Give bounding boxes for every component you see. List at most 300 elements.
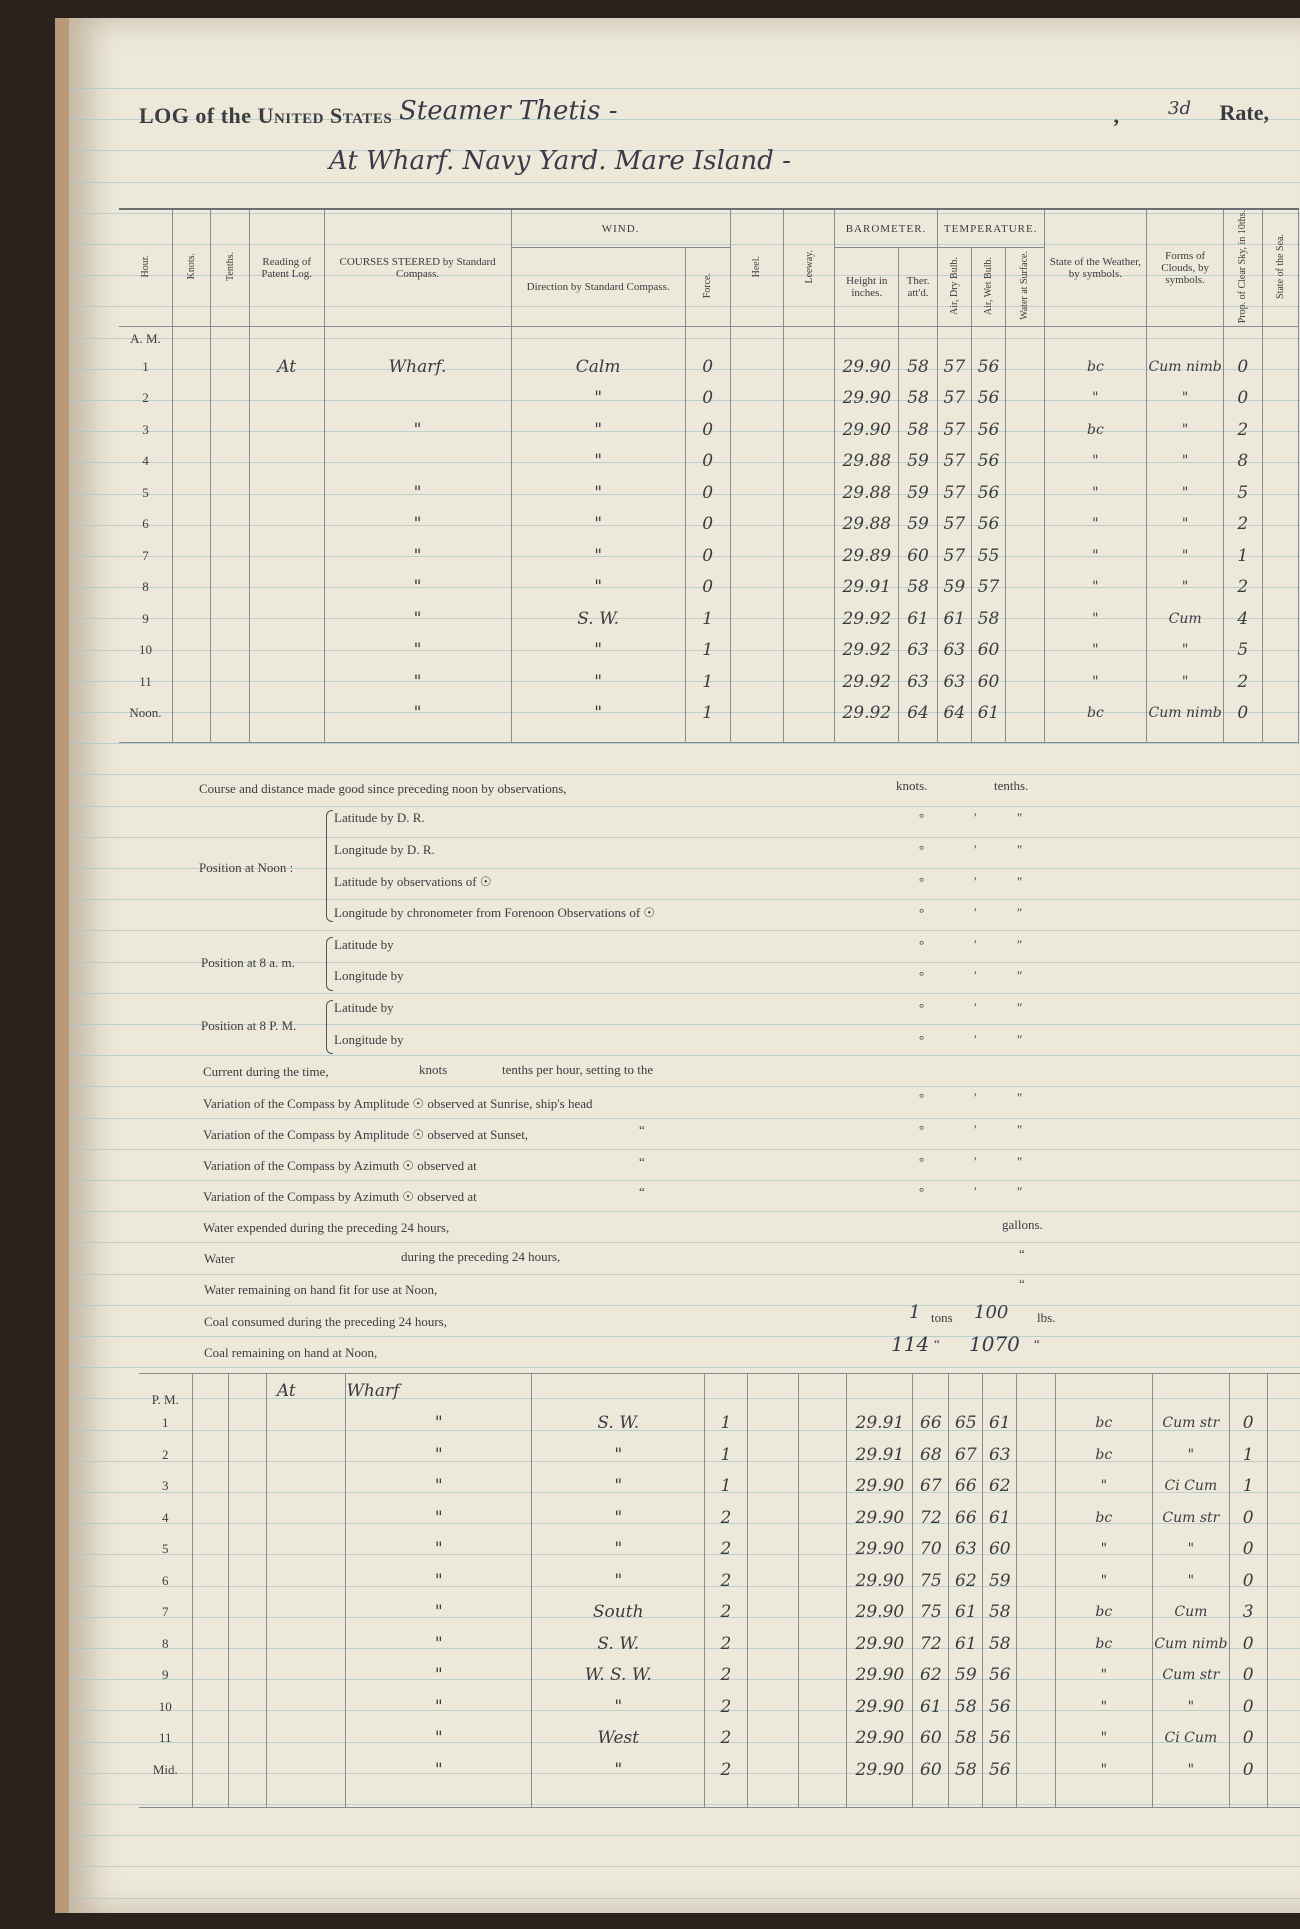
am-dir-cell: " [511,540,685,572]
pm-empty-cell [192,1471,228,1503]
pm-dry-cell: 67 [949,1439,983,1471]
pm-log-at: At [266,1374,346,1408]
pm-dry-cell: 61 [949,1597,983,1629]
pm-wet-cell: 62 [983,1471,1017,1503]
ditto-coal-tons: “ [934,1336,940,1351]
pm-hour-cell: 9 [162,1667,169,1683]
var-az1-min: ′ [974,1154,977,1169]
am-course-cell: " [324,666,511,698]
am-log-cell [249,445,324,477]
lon-chron-sec: ″ [1017,905,1023,920]
pm-hour-cell: Mid. [152,1761,178,1777]
am-empty-cell [730,351,783,383]
ruling-line [69,88,1300,89]
var-az1-deg: ° [919,1154,925,1169]
lat-8am-label: Latitude by [334,937,394,952]
pm-empty-cell [192,1502,228,1534]
pm-hour-cell: 10 [158,1698,172,1714]
am-water-cell [1006,477,1044,509]
pm-empty-cell [192,1628,228,1660]
am-clear-cell: 2 [1224,414,1262,446]
am-clear-cell: 0 [1224,382,1262,414]
pm-ther-cell: 67 [913,1471,949,1503]
current-tenths-label: tenths per hour, setting to the [502,1062,654,1077]
am-clouds-cell: " [1147,477,1224,509]
pm-dir-cell: " [532,1565,705,1597]
am-water-cell [1006,414,1044,446]
ruling-line [69,1180,1300,1181]
coal-remaining-label: Coal remaining on hand at Noon, [204,1345,378,1360]
variation-sunset-label: Variation of the Compass by Amplitude ☉ observed at Sunset, [203,1127,529,1142]
pm-hour-cell: 3 [162,1478,169,1494]
pm-course-wharf: Wharf [346,1374,532,1408]
lat-obs-sec: ″ [1017,874,1023,889]
am-hour-cell: 11 [139,673,152,689]
pm-clear-cell: 1 [1229,1439,1267,1471]
am-dry-cell: 57 [937,445,971,477]
pm-empty-cell [1017,1502,1055,1534]
pm-clouds-cell: Ci Cum [1153,1723,1229,1755]
pm-clouds-cell: Cum str [1153,1660,1229,1692]
pm-empty-cell [266,1723,346,1755]
ruling-line [69,1055,1300,1056]
lat-8pm-sec: ″ [1017,1000,1023,1015]
pm-clouds-cell: " [1153,1534,1229,1566]
am-course-cell: " [324,634,511,666]
pm-empty-cell [266,1408,346,1440]
var-sunrise-min: ′ [974,1090,977,1105]
am-empty-cell [730,445,783,477]
coal-remaining-tons: 114 [891,1332,930,1356]
pm-weather-cell: bc [1055,1597,1153,1629]
ditto-az1: “ [639,1154,645,1169]
am-clouds-cell: Cum nimb [1147,697,1224,729]
pm-empty-cell [228,1565,266,1597]
pm-table-row [139,1691,1300,1723]
am-empty-cell [783,382,834,414]
course-distance-label: Course and distance made good since preceding noon by observations, [199,781,567,796]
pm-empty-cell [192,1660,228,1692]
pm-empty-cell [747,1565,798,1597]
pm-table-row [139,1754,1300,1786]
am-wet-cell: 56 [971,508,1005,540]
ruling-line [69,806,1300,807]
height-header: Height in inches. [835,248,899,327]
pm-clouds-cell: Ci Cum [1153,1471,1229,1503]
am-wet-cell: 56 [971,382,1005,414]
am-bar-cell: 29.90 [835,414,899,446]
pm-ther-cell: 62 [913,1660,949,1692]
sea-state-header: State of the Sea. [1274,234,1286,300]
lat-8am-min: ′ [974,937,977,952]
am-dir-cell: " [511,477,685,509]
am-course-cell [324,445,511,477]
am-empty-cell [211,603,249,635]
pm-empty-cell [747,1628,798,1660]
am-water-cell [1006,540,1044,572]
am-empty-cell [730,477,783,509]
am-water-cell [1006,351,1044,383]
am-hour-cell: 10 [138,642,152,658]
am-ther-cell: 64 [899,697,937,729]
am-bar-cell: 29.89 [835,540,899,572]
am-dry-cell: 57 [937,508,971,540]
am-empty-cell [172,540,210,572]
am-empty-cell [1262,382,1298,414]
am-ther-cell: 58 [899,414,937,446]
pm-empty-cell [1017,1723,1055,1755]
am-course-cell [324,382,511,414]
am-wet-cell: 58 [971,603,1005,635]
lon-chron-deg: ° [919,905,925,920]
am-log-cell [249,508,324,540]
var-az2-sec: ″ [1017,1184,1023,1199]
pm-table-row [139,1597,1300,1629]
am-course-cell: " [324,414,511,446]
am-course-cell: Wharf. [324,351,511,383]
pm-empty-cell [1267,1597,1300,1629]
am-bar-cell: 29.90 [835,382,899,414]
am-clear-cell: 4 [1224,603,1262,635]
lon-dr-min: ′ [974,842,977,857]
current-knots-label: knots [419,1062,448,1077]
pm-empty-cell [747,1660,798,1692]
am-force-cell: 1 [685,603,730,635]
am-dry-cell: 61 [937,603,971,635]
water-remaining-label: Water remaining on hand fit for use at Noon, [204,1282,438,1297]
pm-label: P. M. [151,1391,179,1407]
pm-weather-cell: " [1055,1565,1153,1597]
am-empty-cell [172,508,210,540]
wind-direction-header: Direction by Standard Compass. [511,248,685,327]
pm-dir-cell: " [532,1502,705,1534]
am-empty-cell [172,697,210,729]
ruling-line [69,1118,1300,1119]
am-dry-cell: 57 [937,540,971,572]
pm-force-cell: 2 [705,1754,747,1786]
pm-empty-cell [228,1502,266,1534]
position-8am-label: Position at 8 a. m. [201,955,295,970]
pm-dry-cell: 66 [949,1471,983,1503]
pm-hour-cell: 7 [162,1604,169,1620]
am-log-cell [249,666,324,698]
am-log-cell [249,634,324,666]
am-empty-cell [1262,414,1298,446]
am-empty-cell [1262,540,1298,572]
am-water-cell [1006,571,1044,603]
pm-empty-cell [1267,1628,1300,1660]
pm-empty-cell [1017,1628,1055,1660]
am-ther-cell: 58 [899,351,937,383]
pm-empty-cell [266,1534,346,1566]
pm-empty-cell [747,1471,798,1503]
pm-empty-cell [192,1534,228,1566]
pm-hour-cell: 8 [162,1635,169,1651]
lat-obs-min: ′ [974,874,977,889]
pm-weather-cell: bc [1055,1628,1153,1660]
pm-empty-cell [228,1597,266,1629]
log-label: LOG of the [139,103,252,128]
pm-empty-cell [798,1597,847,1629]
pm-clear-cell: 0 [1229,1565,1267,1597]
am-empty-cell [730,697,783,729]
ruling-line [69,1242,1300,1243]
am-course-cell: " [324,571,511,603]
pm-empty-cell [747,1691,798,1723]
am-table-row [119,603,1299,635]
pm-ther-cell: 60 [913,1723,949,1755]
lon-8am-label: Longitude by [334,968,404,983]
pm-clear-cell: 0 [1229,1723,1267,1755]
am-force-cell: 0 [685,571,730,603]
pm-hour-cell: 6 [162,1572,169,1588]
am-water-cell [1006,508,1044,540]
am-clouds-cell: " [1147,571,1224,603]
latitude-obs-label: Latitude by observations of ☉ [334,874,492,889]
lat-8pm-label: Latitude by [334,1000,394,1015]
pm-dir-cell: South [532,1597,705,1629]
pm-course-cell: " [346,1565,532,1597]
pm-clear-cell: 0 [1229,1754,1267,1786]
am-ther-cell: 58 [899,571,937,603]
am-force-cell: 1 [685,666,730,698]
pm-dry-cell: 58 [949,1723,983,1755]
pm-ther-cell: 75 [913,1565,949,1597]
am-empty-cell [172,351,210,383]
am-weather-cell: " [1044,445,1147,477]
pm-course-cell: " [346,1408,532,1440]
am-ther-cell: 59 [899,477,937,509]
am-weather-cell: bc [1044,414,1147,446]
pm-empty-cell [266,1471,346,1503]
position-8pm-label: Position at 8 P. M. [201,1018,297,1033]
am-force-cell: 0 [685,540,730,572]
pm-wet-cell: 56 [983,1723,1017,1755]
am-dir-cell: " [511,445,685,477]
am-empty-cell [1262,603,1298,635]
pm-course-cell: " [346,1628,532,1660]
pm-table-row [139,1534,1300,1566]
lat-dr-deg: ° [919,810,925,825]
coal-consumed-label: Coal consumed during the preceding 24 hours, [204,1314,447,1329]
lon-8pm-deg: ° [919,1032,925,1047]
pm-course-cell: " [346,1754,532,1786]
pm-clear-cell: 1 [1229,1471,1267,1503]
am-clouds-cell: " [1147,445,1224,477]
am-dir-cell: " [511,508,685,540]
pm-dir-cell: West [532,1723,705,1755]
lat-8am-deg: ° [919,937,925,952]
lat-dr-sec: ″ [1017,810,1023,825]
current-label: Current during the time, [203,1064,329,1079]
lat-dr-min: ′ [974,810,977,825]
var-az2-min: ′ [974,1184,977,1199]
pm-empty-cell [1267,1723,1300,1755]
am-clouds-cell: " [1147,414,1224,446]
am-empty-cell [211,571,249,603]
lbs-label: lbs. [1037,1310,1056,1325]
pm-bar-cell: 29.90 [847,1534,913,1566]
longitude-dr-label: Longitude by D. R. [334,842,435,857]
pm-empty-cell [192,1439,228,1471]
am-hour-cell: 9 [142,610,149,626]
pm-clouds-cell: Cum [1153,1597,1229,1629]
tenths-label: tenths. [994,778,1029,793]
pm-clouds-cell: Cum str [1153,1502,1229,1534]
am-empty-cell [783,634,834,666]
am-empty-cell [783,508,834,540]
am-empty-cell [730,382,783,414]
pm-empty-cell [1267,1502,1300,1534]
pm-course-cell: " [346,1660,532,1692]
pm-weather-cell: bc [1055,1439,1153,1471]
pm-clear-cell: 0 [1229,1628,1267,1660]
pm-empty-cell [1017,1660,1055,1692]
pm-wet-cell: 56 [983,1691,1017,1723]
am-hour-cell: 6 [142,516,149,532]
pm-empty-cell [1017,1439,1055,1471]
rate-label: Rate, [1219,100,1269,125]
ruling-line [69,1898,1300,1899]
water-surface-header: Water at Surface. [1019,251,1031,321]
pm-empty-cell [1267,1565,1300,1597]
pm-dir-cell: " [532,1471,705,1503]
am-bar-cell: 29.88 [835,508,899,540]
pm-empty-cell [228,1534,266,1566]
pm-empty-cell [1267,1691,1300,1723]
pm-bar-cell: 29.90 [847,1691,913,1723]
am-empty-cell [172,603,210,635]
am-empty-cell [211,666,249,698]
courses-header: COURSES STEERED by Standard Compass. [324,209,511,327]
am-hour-cell: 8 [142,579,149,595]
am-clouds-cell: Cum nimb [1147,351,1224,383]
am-empty-cell [1262,445,1298,477]
am-hour-cell: 5 [142,484,149,500]
pm-dir-cell: " [532,1754,705,1786]
am-force-cell: 0 [685,414,730,446]
am-wet-cell: 57 [971,571,1005,603]
ruling-line [69,182,1300,183]
lon-8am-deg: ° [919,968,925,983]
pm-dry-cell: 58 [949,1754,983,1786]
pm-empty-cell [798,1723,847,1755]
pm-dry-cell: 61 [949,1628,983,1660]
am-empty-cell [783,571,834,603]
pm-wet-cell: 63 [983,1439,1017,1471]
pm-wet-cell: 59 [983,1565,1017,1597]
am-empty-cell [1262,666,1298,698]
dry-bulb-header: Air, Dry Bulb. [948,256,960,315]
pm-weather-cell: " [1055,1723,1153,1755]
am-dir-cell: S. W. [511,603,685,635]
pm-empty-cell [798,1565,847,1597]
am-course-cell: " [324,540,511,572]
ther-header: Ther. att'd. [899,248,937,327]
ruling-line [69,1274,1300,1275]
am-table-row [119,382,1299,414]
pm-wet-cell: 60 [983,1534,1017,1566]
am-table-row [119,666,1299,698]
pm-empty-cell [228,1628,266,1660]
water-expended-label: Water expended during the preceding 24 hours, [203,1220,450,1235]
am-force-cell: 0 [685,508,730,540]
lat-obs-deg: ° [919,874,925,889]
var-sunrise-sec: ″ [1017,1090,1023,1105]
variation-azimuth2-label: Variation of the Compass by Azimuth ☉ observed at [203,1189,477,1204]
pm-empty-cell [192,1723,228,1755]
water-label: Water [204,1251,235,1266]
ditto-water: “ [1019,1246,1025,1261]
lon-dr-deg: ° [919,842,925,857]
am-empty-cell [730,571,783,603]
am-table-row [119,351,1299,383]
am-bar-cell: 29.92 [835,634,899,666]
pm-force-cell: 2 [705,1597,747,1629]
am-dir-cell: " [511,414,685,446]
am-bar-cell: 29.91 [835,571,899,603]
am-empty-cell [1262,508,1298,540]
am-water-cell [1006,603,1044,635]
pm-dir-cell: " [532,1534,705,1566]
pm-course-cell: " [346,1534,532,1566]
knots-label: knots. [896,778,928,793]
pm-force-cell: 2 [705,1691,747,1723]
am-course-cell: " [324,508,511,540]
pm-empty-cell [798,1534,847,1566]
lon-8am-min: ′ [974,968,977,983]
am-table-row [119,697,1299,729]
pm-weather-cell: " [1055,1660,1153,1692]
rate-number: 3d [1168,98,1191,119]
am-empty-cell [211,634,249,666]
am-dir-cell: " [511,571,685,603]
pm-course-cell: " [346,1439,532,1471]
pm-wet-cell: 61 [983,1502,1017,1534]
lon-8pm-label: Longitude by [334,1032,404,1047]
pm-ther-cell: 75 [913,1597,949,1629]
pm-empty-cell [798,1471,847,1503]
am-wet-cell: 56 [971,351,1005,383]
am-clear-cell: 2 [1224,571,1262,603]
pm-table-row [139,1660,1300,1692]
am-dir-cell: " [511,382,685,414]
log-title [139,103,392,129]
am-table-row [119,571,1299,603]
pm-empty-cell [228,1439,266,1471]
pm-force-cell: 2 [705,1723,747,1755]
pm-wet-cell: 56 [983,1754,1017,1786]
pm-weather-cell: " [1055,1471,1153,1503]
am-weather-cell: bc [1044,697,1147,729]
pm-empty-cell [228,1471,266,1503]
am-weather-cell: " [1044,382,1147,414]
am-empty-cell [1262,571,1298,603]
lon-chron-min: ′ [974,905,977,920]
am-clear-cell: 8 [1224,445,1262,477]
pm-empty-cell [266,1439,346,1471]
position-noon-label: Position at Noon : [199,860,294,875]
pm-clear-cell: 0 [1229,1691,1267,1723]
am-clear-cell: 2 [1224,666,1262,698]
am-log-cell [249,571,324,603]
am-wet-cell: 56 [971,477,1005,509]
am-dir-cell: " [511,697,685,729]
ruling-line [69,1866,1300,1867]
force-header: Force. [702,273,714,299]
am-course-cell: " [324,697,511,729]
am-wet-cell: 56 [971,445,1005,477]
